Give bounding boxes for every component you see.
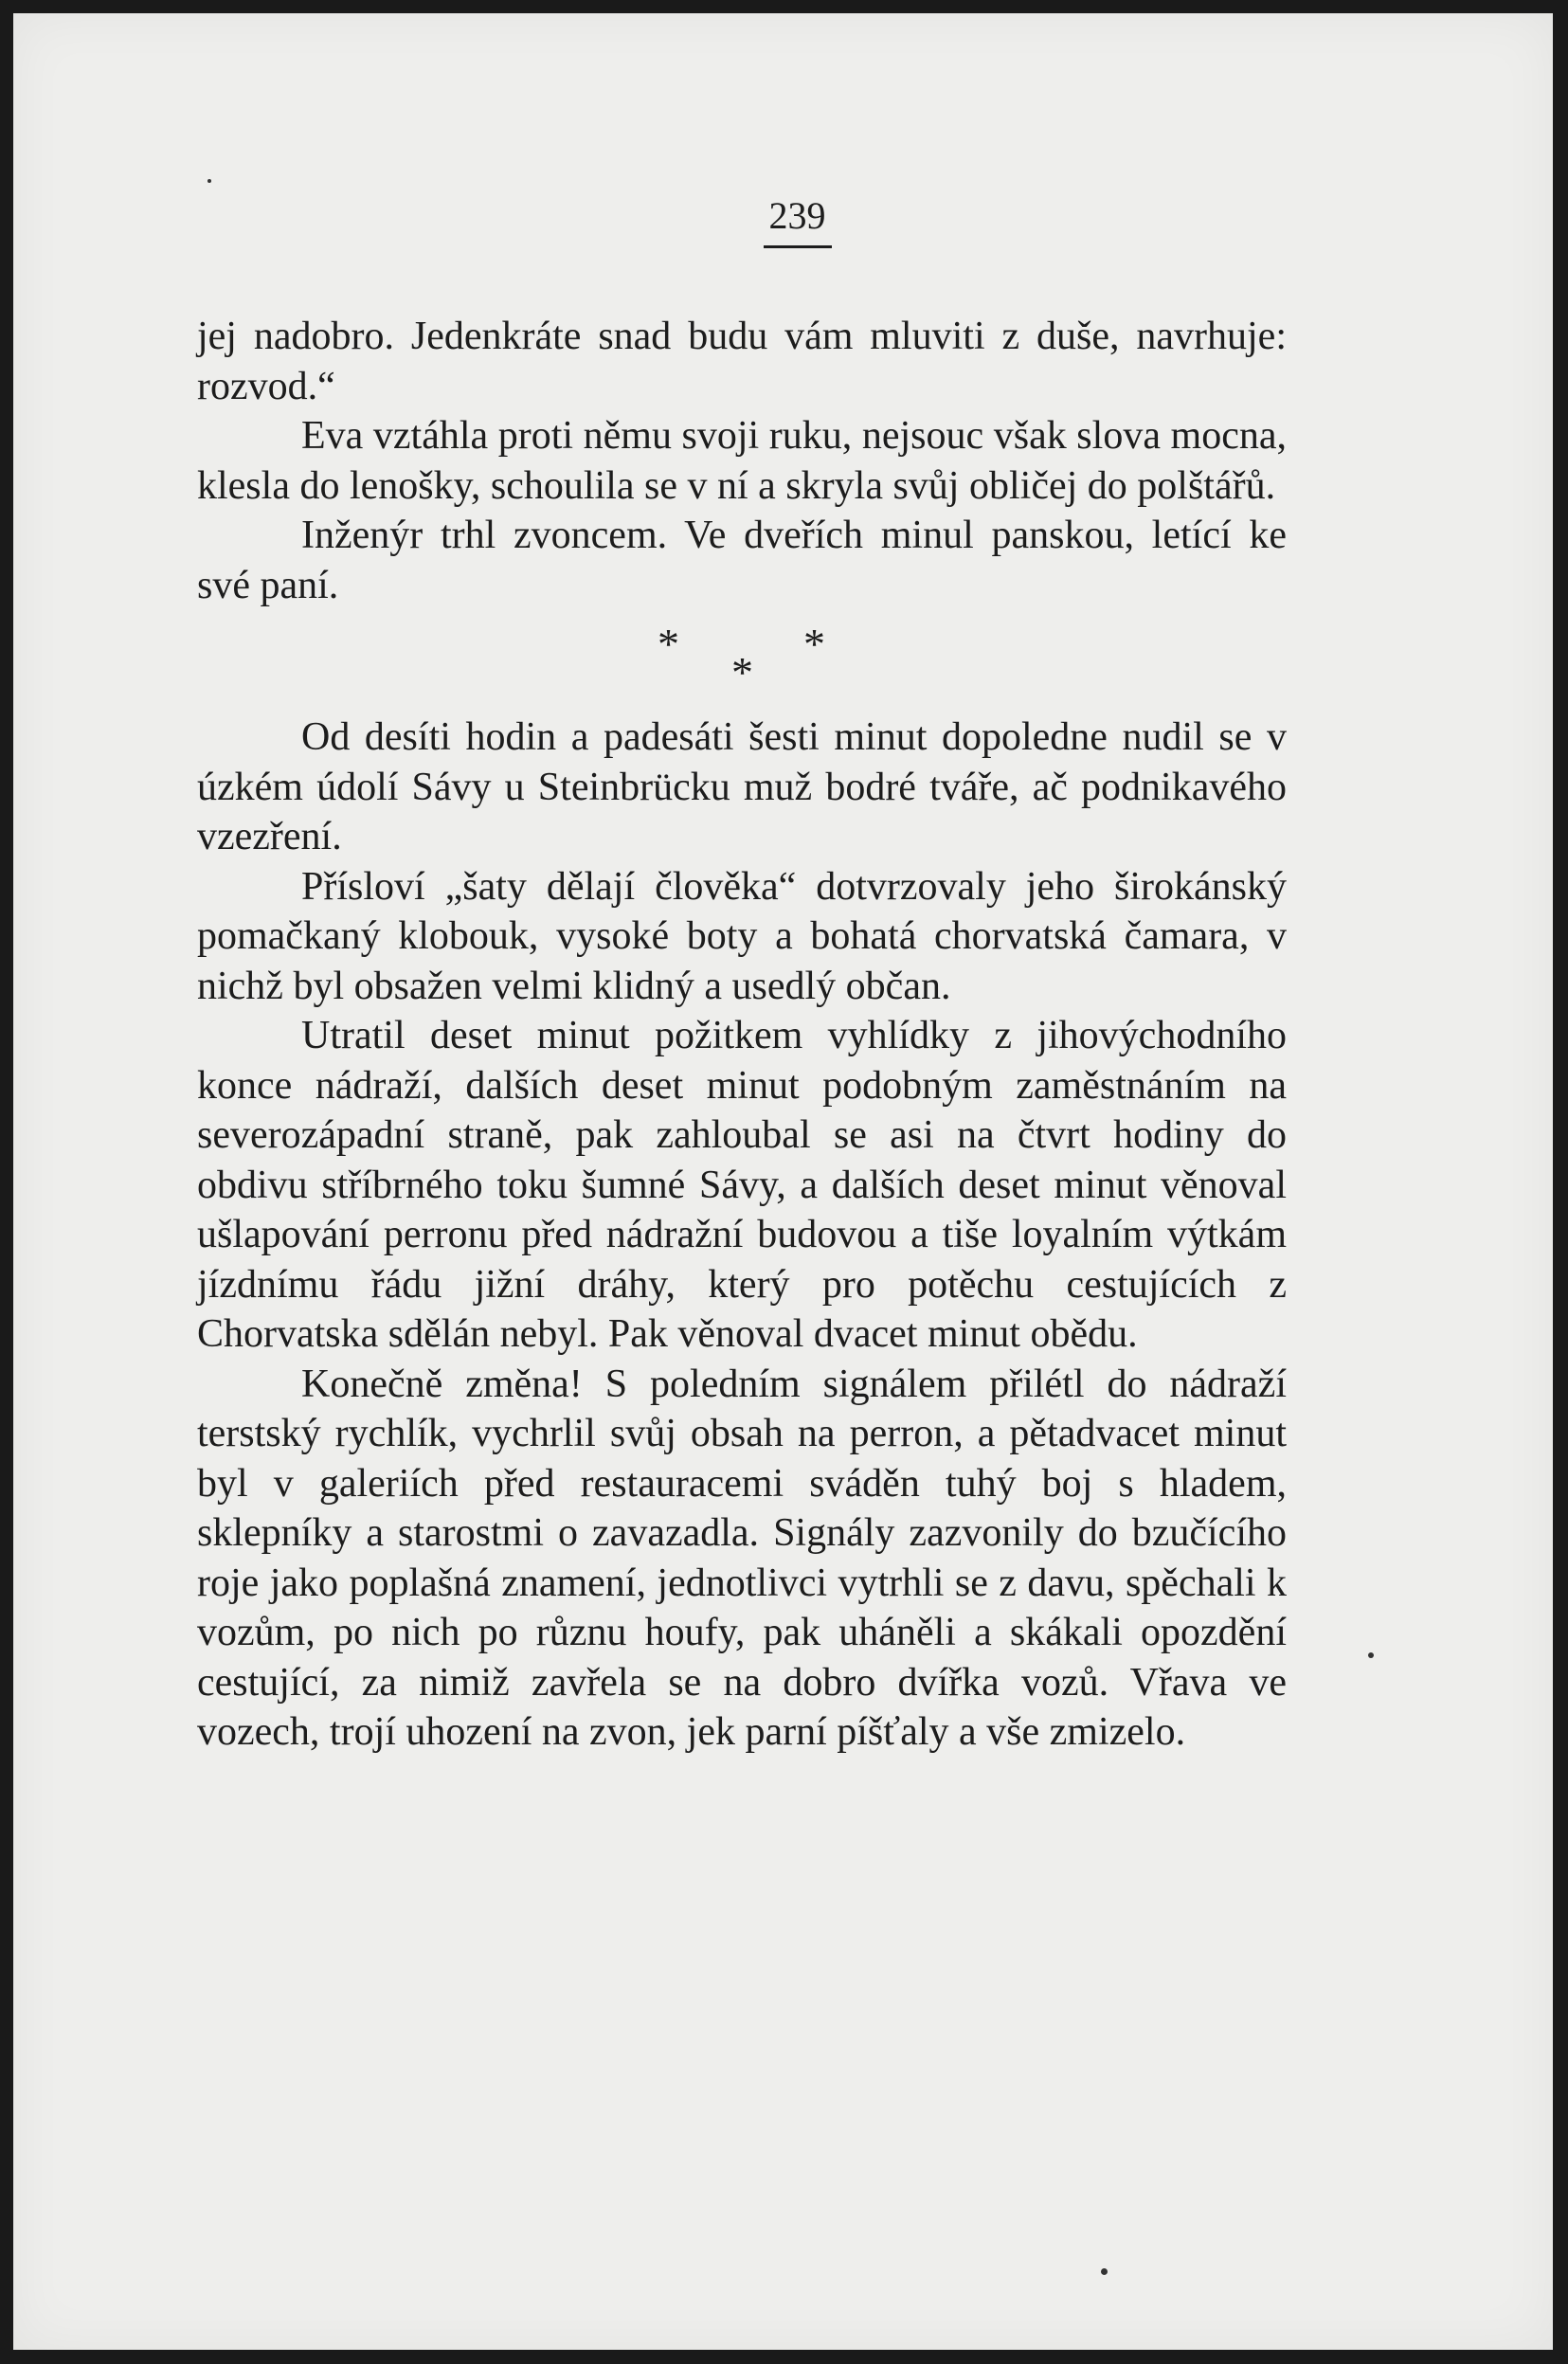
- paper-speck: [207, 179, 211, 183]
- section-break-asterisks: [197, 610, 1287, 713]
- paragraph-3: Inženýr trhl zvoncem. Ve dveřích minul panskou, letící ke své paní.: [197, 514, 1287, 607]
- text-block: [197, 312, 1287, 1758]
- paper-speck: [1101, 2268, 1108, 2275]
- paragraph-1: jej nadobro. Jedenkráte snad budu vám mluviti z duše, navrhuje: rozvod.“: [197, 315, 1287, 408]
- asterisk: *: [803, 620, 825, 668]
- book-page: [13, 13, 1553, 2350]
- paragraph-6: Utratil deset minut požitkem vyhlídky z jihovýchodního konce nádraží, dalších deset minut podobným zaměstnáním na severozápadní straně, pak zahloubal se asi na čtvrt hodiny do obdivu stříbrného toku šumné Sávy, a dalších deset minut věnoval ušlapování perronu před nádražní budovou a tiše loyalním výtkám jízdnímu řádu jižní dráhy, který pro potěchu cestujících z Chorvatska sdělán nebyl. Pak věnoval dvacet minut obědu.: [197, 1014, 1287, 1356]
- paragraph-2: Eva vztáhla proti němu svoji ruku, nejsouc však slova mocna, klesla do lenošky, schoulila se v ní a skryla svůj obličej do polštářů.: [197, 414, 1287, 508]
- paper-speck: [1368, 1652, 1374, 1658]
- asterisk: *: [731, 648, 753, 696]
- paragraph-4: Od desíti hodin a padesáti šesti minut dopoledne nudil se v úzkém údolí Sávy u Steinbrücku muž bodré tváře, ač podnikavého vzezření.: [197, 715, 1287, 858]
- asterisk: *: [658, 620, 679, 668]
- page-number: 239: [13, 193, 1553, 248]
- paragraph-7: Konečně změna! S poledním signálem přilétl do nádraží terstský rychlík, vychrlil svůj obsah na perron, a pětadvacet minut byl v galeriích před restauracemi sváděn tuhý boj s hladem, sklepníky a starostmi o zavazadla. Signály zazvonily do bzučícího roje jako poplašná znamení, jednotlivci vytrhli se z davu, spěchali k vozům, po nich po různu houfy, pak uháněli a skákali opozdění cestující, za nimiž zavřela se na dobro dvířka vozů. Vřava ve vozech, trojí uhození na zvon, jek parní píšťaly a vše zmizelo.: [197, 1362, 1287, 1754]
- paragraph-5: Přísloví „šaty dělají člověka“ dotvrzovaly jeho širokánský pomačkaný klobouk, vysoké boty a bohatá chorvatská čamara, v nichž byl obsažen velmi klidný a usedlý občan.: [197, 864, 1287, 1008]
